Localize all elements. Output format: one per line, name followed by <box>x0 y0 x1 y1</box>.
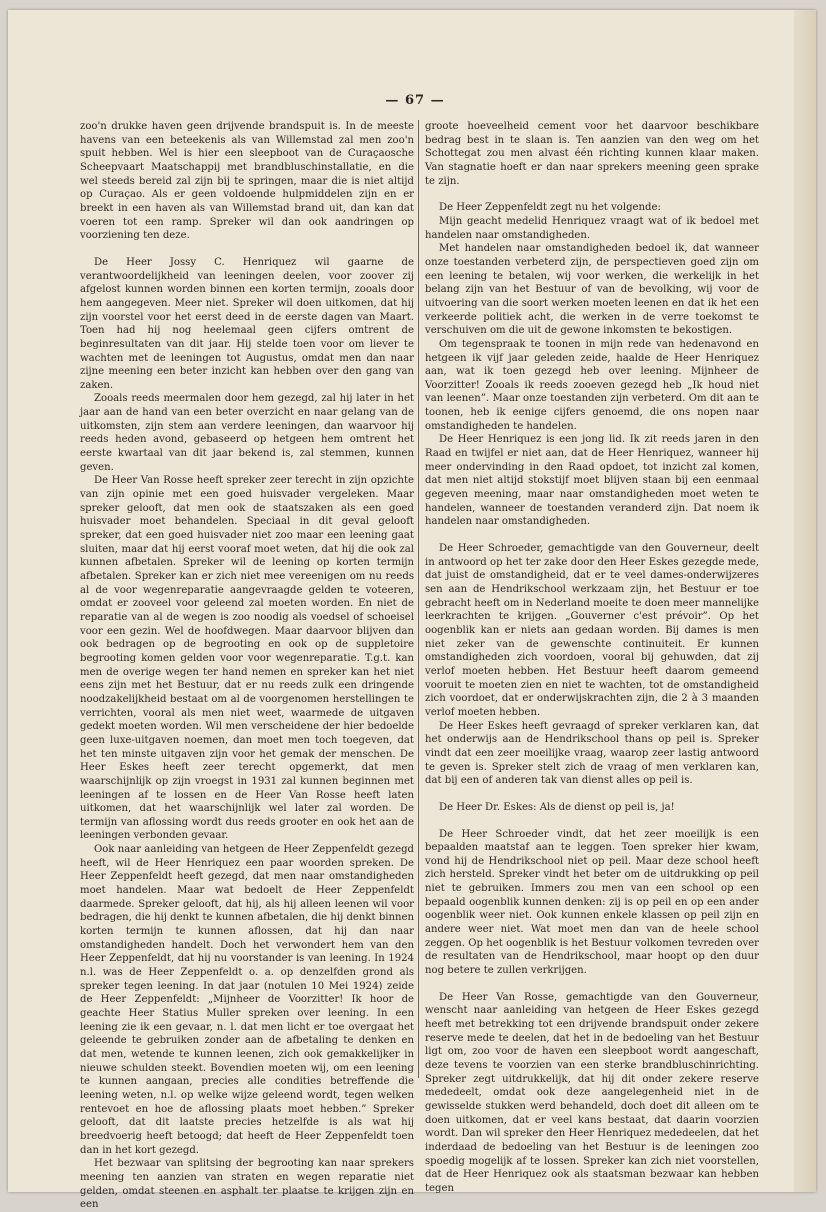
paragraph: De Heer Eskes heeft gevraagd of spreker verklaren kan, dat het onderwijs aan de Hendrikschool thans op peil is. Spreker vindt dat een zeer moeilijke vraag, waarop zeer lastig antwoord te geven is. Spreker stelt zich de vraag of men verklaren kan, dat bij een of anderen tak van dienst alles op peil is. <box>425 720 759 787</box>
paragraph: Om tegenspraak te toonen in mijn rede van hedenavond en hetgeen ik vijf jaar geleden zeide, haalde de Heer Henriquez aan, wat ik toen gezegd heb over leening. Mijnheer de Voorzitter! Zooals ik reeds zooeven gezegd heb „Ik houd niet van leenen”. Maar onze toestanden zijn verbeterd. Om dit aan te toonen, heb ik eenige cijfers genoemd, die ons nopen naar omstandigheden te handelen. <box>425 338 759 432</box>
column-divider <box>418 120 419 1078</box>
paragraph: De Heer Schroeder, gemachtigde van den Gouverneur, deelt in antwoord op het ter zake door den Heer Eskes gezegde mede, dat juist de omstandigheid, dat er te veel dames-onderwijzeres sen aan de Hendrikschool werkzaam zijn, het Bestuur er toe gebracht heeft om in Nederland moeite te doen meer mannelijke leerkrachten te krijgen. „Gouverner c'est prévoir”. Op het oogenblik kan er niets aan gedaan worden. Bij dames is men niet zeker van de gewenschte continuiteit. Er kunnen omstandigheden zich voordoen, vooral bij gehuwden, dat zij verlof moeten hebben. Het Bestuur heeft daarom gemeend vooruit te moeten zien en niet te wachten, tot de omstandigheid zich voordoet, dat er onderwijskrachten zijn, die 2 à 3 maanden verlof moeten hebben. <box>425 543 759 718</box>
right-column <box>425 120 759 1196</box>
paragraph: Mijn geacht medelid Henriquez vraagt wat of ik bedoel met handelen naar omstandigheden. <box>425 215 759 241</box>
paragraph: groote hoeveelheid cement voor het daarvoor beschikbare bedrag best in te slaan is. Ten aanzien van den weg om het Schottegat zou men alvast één richting kunnen klaar maken. Van stagnatie hoeft er dan naar sprekers meening geen sprake te zijn. <box>425 121 759 187</box>
paragraph: De Heer Henriquez is een jong lid. Ik zit reeds jaren in den Raad en twijfel er niet aan, dat de Heer Henriquez, wanneer hij meer ondervinding in den Raad opdoet, tot inzicht zal komen, dat men niet altijd stokstijf moet blijven staan bij een eenmaal gegeven meening, maar naar omstandigheden moet weten te handelen, wanneer de toestanden veranderd zijn. Dat noem ik handelen naar omstandigheden. <box>425 434 759 528</box>
paragraph: Het bezwaar van splitsing der begrooting kan naar sprekers meening ten aanzien van straten en wegen reparatie niet gelden, omdat steenen en asphalt ter plaatse te krijgen zijn en een <box>80 1158 414 1211</box>
left-column <box>80 120 414 1212</box>
paragraph: De Heer Van Rosse heeft spreker zeer terecht in zijn opzichte van zijn opinie met een goed huisvader vergeleken. Maar spreker gelooft, dat men ook de staatszaken als een goed huisvader moet behandelen. Speciaal in dit geval gelooft spreker, dat een goed huisvader niet zoo maar een leening gaat sluiten, maar dat hij eerst vooraf moet weten, dat hij die ook zal kunnen afbetalen. Spreker wil de leening op korten termijn afbetalen. Spreker kan er zich niet mee vereenigen om nu reeds al de voor wegenreparatie aangevraagde gelden te voteeren, omdat er zooveel voor geleend zal moeten worden. En niet de reparatie van al de wegen is zoo noodig als voedsel of schoeisel voor een gezin. Wel de hoofdwegen. Maar daarvoor blijven dan ook bedragen op de begrooting en ook op de suppletoire begrooting komen gelden voor voor wegenreparatie. T.g.t. kan men de overige wegen ter hand nemen en spreker kan het niet eens zijn met het Bestuur, dat er nu reeds zulk een dringende noodzakelijkheid bestaat om al de voorgenomen herstellingen te verrichten, vooral als men niet weet, waarmede de uitgaven gedekt moeten worden. Wil men verscheidene der hier bedoelde geen luxe-uitgaven noemen, dan moet men toch toegeven, dat het ten minste uitgaven zijn voor het gemak der menschen. De Heer Eskes heeft zeer terecht opgemerkt, dat men waarschijnlijk op zijn vroegst in 1931 zal kunnen beginnen met leeningen af te lossen en de Heer Van Rosse heeft laten uitkomen, dat het waarschijnlijk wel later zal worden. De termijn van aflossing wordt dus reeds grooter en ook het aan de leeningen verbonden gevaar. <box>80 475 414 842</box>
paragraph: Met handelen naar omstandigheden bedoel ik, dat wanneer onze toestanden verbeterd zijn, de perspectieven goed zijn om een leening te betalen, wij voor werken, die werkelijk in het belang zijn van het Bestuur of van de bevolking, wij voor de uitvoering van die soort werken moeten leenen en dat ik het een verkeerde politiek acht, die werken in de verre toekomst te verschuiven om die uit de gewone inkomsten te bekostigen. <box>425 243 759 337</box>
paragraph: Ook naar aanleiding van hetgeen de Heer Zeppenfeldt gezegd heeft, wil de Heer Henriquez een paar woorden spreken. De Heer Zeppenfeldt heeft gezegd, dat men naar omstandigheden moet handelen. Maar wat bedoelt de Heer Zeppenfeldt daarmede. Spreker gelooft, dat hij, als hij alleen leenen wil voor bedragen, die hij denkt te kunnen afbetalen, die hij denkt binnen korten termijn te kunnen aflossen, dat hij dan naar omstandigheden handelt. Doch het verwondert hem van den Heer Zeppenfeldt, dat hij nu voorstander is van leening. In 1924 n.l. was de Heer Zeppenfeldt o. a. op denzelfden grond als spreker tegen leening. In dat jaar (notulen 10 Mei 1924) zeide de Heer Zeppenfeldt: „Mijnheer de Voorzitter! Ik hoor de geachte Heer Statius Muller spreken over leening. In een leening zie ik een gevaar, n. l. dat men licht er toe overgaat het geleende te gebruiken zonder aan de afbetaling te denken en dat men, wetende te kunnen leenen, zich ook gemakkelijker in nieuwe schulden steekt. Bovendien moeten wij, om een leening te kunnen aangaan, precies alle condities betreffende die leening weten, n.l. op welke wijze geleend wordt, tegen welken rentevoet en hoe de aflossing plaats moet hebben.” Spreker gelooft, dat dit laatste precies hetzelfde is als wat hij breedvoerig heeft betoogd; dat heeft de Heer Zeppenfeldt toen dan in het kort gezegd. <box>80 844 414 1156</box>
paragraph: De Heer Schroeder vindt, dat het zeer moeilijk is een bepaalden maatstaf aan te leggen. Toen spreker hier kwam, vond hij de Hendrikschool niet op peil. Maar deze school heeft zich hersteld. Spreker vindt het beter om de uitdrukking op peil niet te gebruiken. Immers zou men van een school op een bepaald oogenblik kunnen denken: zij is op peil en op een ander oogenblik weer niet. Ook kunnen enkele klassen op peil zijn en andere weer niet. Wat moet men dan van de heele school zeggen. Op het oogenblik is het Bestuur volkomen tevreden over de resultaten van de Hendrikschool, maar hoopt op den duur nog betere te zullen verkrijgen. <box>425 828 759 977</box>
paragraph: De Heer Van Rosse, gemachtigde van den Gouverneur, wenscht naar aanleiding van hetgeen de Heer Eskes gezegd heeft met betrekking tot een drijvende brandspuit onder zekere reserve mede te deelen, dat het in de bedoeling van het Bestuur ligt om, zoo voor de haven een sleepboot wordt aangeschaft, deze tevens te voorzien van een sterke brandbluschinrichting. Spreker zegt uitdrukkelijk, dat hij dit onder zekere reserve mededeelt, omdat ook deze aangelegenheid niet in de gewisselde stukken werd behandeld, doch doet dit alleen om te doen uitkomen, dat er veel kans bestaat, dat daarin voorzien wordt. Dan wil spreker den Heer Henriquez mededeelen, dat het inderdaad de bedoeling van het Bestuur is de leeningen zoo spoedig mogelijk af te lossen. Spreker kan zich niet voorstellen, dat de Heer Henriquez ook als staatsman bezwaar kan hebben tegen <box>425 991 759 1194</box>
page-binding-edge <box>794 10 816 1192</box>
paragraph: zoo'n drukke haven geen drijvende brandspuit is. In de meeste havens van een beteekenis als van Willemstad zal men zoo'n spuit hebben. Wel is hier een sleepboot van de Curaçaosche Scheepvaart Maatschappij met brandbluschinstallatie, en die wel steeds bereid zal zijn bij te springen, maar die is niet altijd op Curaçao. Als er geen voldoende hulpmiddelen zijn en er breekt in een haven als van Willemstad brand uit, dan kan dat voeren tot een ramp. Spreker wil dan ook aandringen op voorziening ten deze. <box>80 121 414 242</box>
paragraph: De Heer Zeppenfeldt zegt nu het volgende: <box>439 202 661 214</box>
paragraph: De Heer Dr. Eskes: Als de dienst op peil is, ja! <box>439 801 675 813</box>
paragraph: De Heer Jossy C. Henriquez wil gaarne de verantwoordelijkheid van leeningen deelen, voor zoover zij afgelost kunnen worden binnen een korten termijn, zooals door hem aangegeven. Meer niet. Spreker wil doen uitkomen, dat hij zijn voorstel voor het eerst deed in de eerste dagen van Maart. Toen had hij nog heelemaal geen cijfers omtrent de beginresultaten van dit jaar. Hij stelde toen voor om liever te wachten met de leeningen tot Augustus, omdat men dan naar zijne meening een beter inzicht kan hebben over den gang van zaken. <box>80 256 414 391</box>
paragraph: Zooals reeds meermalen door hem gezegd, zal hij later in het jaar aan de hand van een beter overzicht en naar gelang van de uitkomsten, zijn stem aan verdere leeningen, dan waarvoor hij reeds heden avond, gebaseerd op hetgeen hem omtrent het eerste kwartaal van dit jaar bekend is, zal stemmen, kunnen geven. <box>80 393 414 473</box>
page-number: — 67 — <box>385 93 445 108</box>
